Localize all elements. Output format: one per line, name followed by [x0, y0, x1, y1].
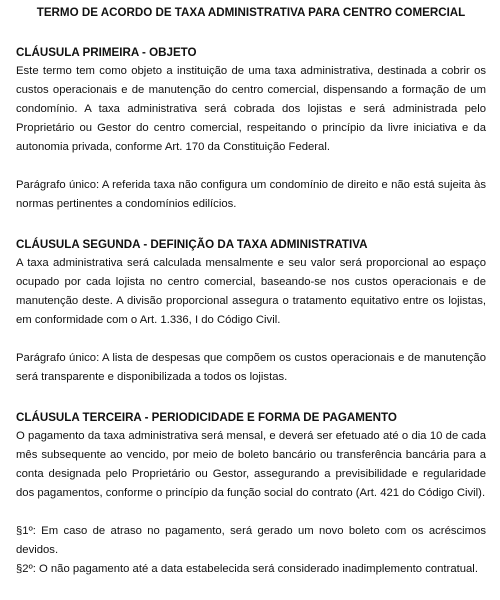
clause-heading: CLÁUSULA SEGUNDA - DEFINIÇÃO DA TAXA ADMINISTRATIVA — [16, 238, 368, 251]
clause-first — [16, 43, 486, 214]
clause-heading: CLÁUSULA PRIMEIRA - OBJETO — [16, 46, 197, 59]
clause-third — [16, 408, 486, 579]
clause-body: Este termo tem como objeto a instituição de uma taxa administrativa, destinada a cobrir os custos operacionais e de manutenção do centro comercial, dispensando a formação de um condomínio. A taxa administrativa será cobrada dos lojistas e será administrada pelo Proprietário ou Gestor do centro comercial, respeitando o princípio da livre iniciativa e da autonomia privada, conforme Art. 170 da Constituição Federal. — [16, 65, 486, 153]
clause-heading: CLÁUSULA TERCEIRA - PERIODICIDADE E FORMA DE PAGAMENTO — [16, 411, 397, 424]
clause-body: A taxa administrativa será calculada mensalmente e seu valor será proporcional ao espaço ocupado por cada lojista no centro comercial, baseando-se nos custos operacionais e de manutenção deste. A divisão proporcional assegura o tratamento equitativo entre os lojistas, em conformidade com o Art. 1.336, I do Código Civil. — [16, 257, 486, 326]
paragraph-two: §2º: O não pagamento até a data estabelecida será considerado inadimplemento contratual. — [16, 563, 478, 575]
document-title: TERMO DE ACORDO DE TAXA ADMINISTRATIVA PARA CENTRO COMERCIAL — [36, 6, 466, 19]
clause-body: O pagamento da taxa administrativa será mensal, e deverá ser efetuado até o dia 10 de cada mês subsequente ao vencido, por meio de boleto bancário ou transferência bancária para a conta designada pelo Proprietário ou Gestor, assegurando a previsibilidade e regularidade dos pagamentos, conforme o princípio da função social do contrato (Art. 421 do Código Civil). — [16, 430, 486, 499]
sole-paragraph: Parágrafo único: A lista de despesas que compõem os custos operacionais e de manutenção será transparente e disponibilizada a todos os lojistas. — [16, 352, 486, 383]
sole-paragraph: Parágrafo único: A referida taxa não configura um condomínio de direito e não está sujeita às normas pertinentes a condomínios edilícios. — [16, 179, 486, 210]
clause-second — [16, 235, 486, 387]
paragraph-one: §1º: Em caso de atraso no pagamento, será gerado um novo boleto com os acréscimos devidos. — [16, 525, 486, 556]
